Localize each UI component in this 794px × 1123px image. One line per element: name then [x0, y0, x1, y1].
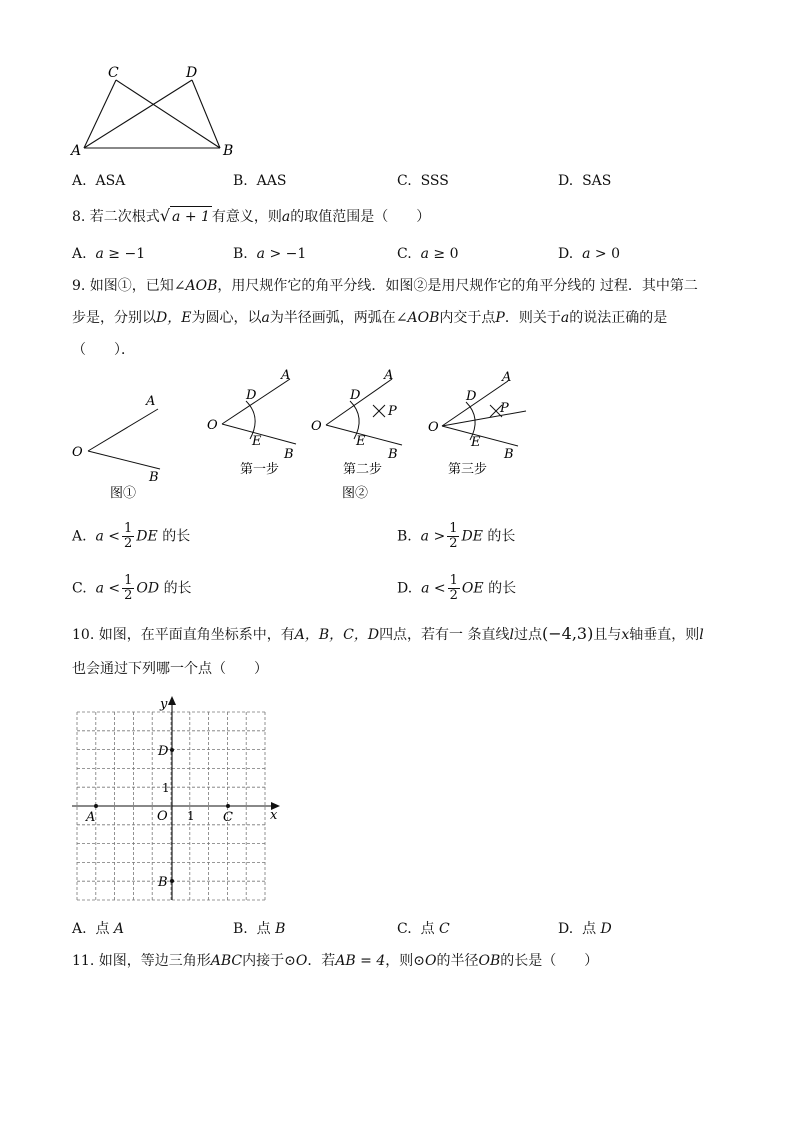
option-var: a [95, 246, 104, 262]
q9-stem-line3: （ ）． [72, 342, 135, 358]
q9-s1-label-o: O [207, 418, 218, 433]
q9-s3-label-o: O [428, 420, 439, 435]
q7-label-b: B [223, 143, 234, 159]
q9-text: ．则关于 [504, 310, 561, 326]
q9-s1-label-a: A [281, 368, 291, 383]
option-segment: DE [461, 528, 483, 545]
option-letter: C. [397, 173, 412, 189]
q8-var: a [281, 209, 291, 225]
option-var: a [256, 246, 266, 262]
q9-stem-line2 [72, 308, 667, 328]
q9-option-a[interactable] [72, 522, 190, 551]
option-rel: ≥ 0 [428, 246, 459, 262]
q7-label-c: C [108, 65, 119, 81]
q11-triangle: ABC [210, 953, 243, 969]
q10-option-b[interactable] [233, 919, 285, 939]
option-letter: D. [558, 173, 574, 189]
q8-option-d[interactable] [558, 244, 620, 264]
q10-text: 轴垂直，则 [629, 627, 700, 643]
option-text: 点 [256, 921, 271, 937]
option-text: 点 [582, 921, 597, 937]
fraction-numerator: 1 [124, 573, 133, 588]
q9-text: 的说法正确的是 [569, 310, 668, 326]
q11-text: ．若 [307, 953, 336, 969]
q10-point-c-label: C [223, 810, 233, 825]
q9-fig1-label-a: A [146, 394, 156, 409]
q10-point-coord: (−4,3) [542, 624, 594, 643]
q10-point-d-dot [170, 748, 174, 752]
option-letter: A. [72, 528, 87, 545]
q9-text: ，用尺规作它的角平分线．如图②是用尺规作它的角平分线的 过程．其中第二 [217, 278, 698, 294]
option-letter: C. [397, 246, 412, 262]
option-text: 点 [420, 921, 435, 937]
option-text: SAS [582, 173, 612, 189]
option-letter: B. [397, 528, 412, 545]
option-var: a [420, 528, 430, 545]
q7-label-d: D [186, 65, 198, 81]
q7-label-a: A [71, 143, 82, 159]
q9-option-d[interactable] [397, 574, 516, 603]
q8-option-c[interactable] [397, 244, 458, 264]
q10-point-a-dot [94, 804, 98, 808]
q8-stem [72, 206, 430, 227]
fraction-numerator: 1 [449, 573, 458, 588]
fraction-denominator: 2 [449, 536, 458, 551]
q11-text: 11. 如图，等边三角形 [72, 953, 211, 969]
q9-fig2-caption: 图② [342, 486, 369, 501]
q9-s3-label-a: A [502, 370, 512, 385]
q10-line-var: l [509, 627, 514, 643]
y-axis-arrow-icon [168, 696, 176, 705]
q9-points: D，E [156, 310, 192, 326]
fraction [122, 574, 134, 603]
option-var: a [421, 580, 430, 597]
option-letter: D. [397, 580, 413, 597]
q9-s2-label-d: D [350, 388, 361, 403]
q7-option-d[interactable] [558, 171, 611, 191]
fraction-denominator: 2 [124, 588, 133, 603]
q11-text: ，则 [385, 953, 414, 969]
q10-text: 10. 如图，在平面直角坐标系中，有 [72, 627, 295, 643]
option-letter: C. [397, 921, 412, 937]
q8-suffix-b: 的取值范围是（ ） [290, 209, 431, 225]
q9-s2-label-p: P [388, 404, 397, 419]
q9-s2-label-a: A [384, 368, 394, 383]
q10-point-c-dot [226, 804, 230, 808]
option-letter: A. [72, 173, 87, 189]
q9-text: 步是，分别以 [72, 310, 156, 326]
q9-angle: ∠AOB [173, 278, 218, 294]
option-var: a [420, 246, 429, 262]
fraction [122, 522, 134, 551]
q9-angle: ∠AOB [395, 310, 440, 326]
q10-coordinate-grid [66, 694, 286, 908]
option-letter: C. [72, 580, 87, 597]
q7-option-c[interactable] [397, 171, 449, 191]
q9-figure [66, 365, 536, 505]
q10-point-b-label: B [158, 875, 168, 890]
q10-option-d[interactable] [558, 919, 612, 939]
q10-text: 过点 [514, 627, 542, 643]
option-rel: < [108, 580, 121, 597]
q11-equation: AB = 4 [335, 953, 386, 969]
q9-s3-label-b: B [504, 447, 514, 462]
q9-option-b[interactable] [397, 522, 515, 551]
q9-var: a [261, 310, 270, 326]
fraction-numerator: 1 [124, 521, 133, 536]
option-letter: B. [233, 921, 248, 937]
q9-option-c[interactable] [72, 574, 192, 603]
option-segment: OD [136, 580, 160, 597]
q10-one-x: 1 [187, 809, 195, 823]
option-text: SSS [420, 173, 449, 189]
q11-text: 内接于 [242, 953, 285, 969]
q9-s2-label-b: B [388, 447, 398, 462]
q10-points: A，B，C，D [294, 627, 380, 643]
option-tail: 的长 [162, 528, 191, 545]
option-rel: > [433, 528, 446, 545]
option-rel: ≥ −1 [103, 246, 146, 262]
q11-stem [72, 951, 598, 971]
q10-one-y: 1 [162, 781, 170, 795]
fraction [448, 574, 460, 603]
q10-stem-line1 [72, 624, 704, 645]
q11-circle: ⊙O [413, 953, 437, 969]
q7-figure [68, 60, 248, 160]
fraction-numerator: 1 [449, 521, 458, 536]
q9-s3-label-p: P [500, 401, 509, 416]
q10-axis-var: x [621, 627, 630, 643]
radical-sign: √ [159, 206, 171, 225]
q9-fig1-label-b: B [149, 470, 159, 485]
q7-option-b[interactable] [233, 171, 286, 191]
option-letter: B. [233, 246, 248, 262]
q10-point-a-label: A [86, 810, 96, 825]
q11-segment: OB [478, 953, 501, 969]
q9-s1-label-e: E [252, 434, 262, 449]
q9-fig1-label-o: O [72, 445, 83, 460]
fraction [447, 522, 459, 551]
option-letter: A. [72, 246, 87, 262]
q9-step2-caption: 第二步 [343, 462, 383, 477]
q9-fig1-caption: 图① [110, 486, 137, 501]
q9-text: 为半径画弧，两弧在 [269, 310, 396, 326]
option-tail: 的长 [487, 528, 516, 545]
q9-stem-line1 [72, 276, 698, 296]
q10-option-c[interactable] [397, 919, 450, 939]
option-var: D [600, 921, 612, 937]
q10-y-label: y [160, 697, 168, 712]
option-tail: 的长 [488, 580, 517, 597]
option-var: C [439, 921, 450, 937]
q10-x-label: x [270, 808, 278, 823]
q11-circle: ⊙O [284, 953, 308, 969]
option-rel: < [108, 528, 121, 545]
option-letter: D. [558, 246, 574, 262]
fraction-denominator: 2 [449, 588, 458, 603]
q7-option-a[interactable] [72, 171, 125, 191]
q8-radicand: a + 1 [170, 206, 212, 227]
fraction-denominator: 2 [124, 536, 133, 551]
q9-text: 9. 如图①，已知 [72, 278, 174, 294]
q11-text: 的长是（ ） [500, 953, 599, 969]
q10-line-var: l [699, 627, 704, 643]
q10-option-a[interactable] [72, 919, 124, 939]
q8-option-a[interactable] [72, 244, 145, 264]
q9-s2-label-e: E [356, 434, 366, 449]
q9-s2-label-o: O [311, 419, 322, 434]
q10-text: 四点，若有一 条直线 [379, 627, 510, 643]
q11-text: 的半径 [436, 953, 479, 969]
q8-option-b[interactable] [233, 244, 306, 264]
q9-s3-label-d: D [466, 389, 477, 404]
q10-text: 且与 [593, 627, 622, 643]
option-tail: 的长 [163, 580, 192, 597]
q9-point: P [495, 310, 505, 326]
option-text: ASA [95, 173, 126, 189]
q10-stem-line2: 也会通过下列哪一个点（ ） [72, 661, 268, 677]
q9-s1-label-d: D [246, 388, 257, 403]
option-letter: B. [233, 173, 248, 189]
option-rel: > −1 [265, 246, 307, 262]
q9-step1-caption: 第一步 [240, 462, 280, 477]
option-text: 点 [95, 921, 110, 937]
option-var: a [95, 580, 104, 597]
option-var: B [275, 921, 286, 937]
q8-prefix: 8. 若二次根式 [72, 209, 160, 225]
option-rel: > 0 [590, 246, 620, 262]
q8-suffix-a: 有意义，则 [211, 209, 282, 225]
q10-point-d-label: D [158, 744, 169, 759]
option-var: A [113, 921, 125, 937]
q9-text: 内交于点 [439, 310, 496, 326]
q10-origin-label: O [157, 809, 168, 824]
option-text: AAS [256, 173, 287, 189]
q9-s3-label-e: E [471, 435, 481, 450]
option-letter: A. [72, 921, 87, 937]
option-var: a [95, 528, 104, 545]
option-rel: < [433, 580, 446, 597]
option-letter: D. [558, 921, 574, 937]
q9-var: a [560, 310, 570, 326]
option-segment: DE [136, 528, 158, 545]
q9-text: 为圆心，以 [191, 310, 262, 326]
q9-s1-label-b: B [284, 447, 294, 462]
option-var: a [582, 246, 591, 262]
q10-point-b-dot [170, 879, 174, 883]
option-segment: OE [461, 580, 484, 597]
q9-step3-caption: 第三步 [448, 462, 488, 477]
